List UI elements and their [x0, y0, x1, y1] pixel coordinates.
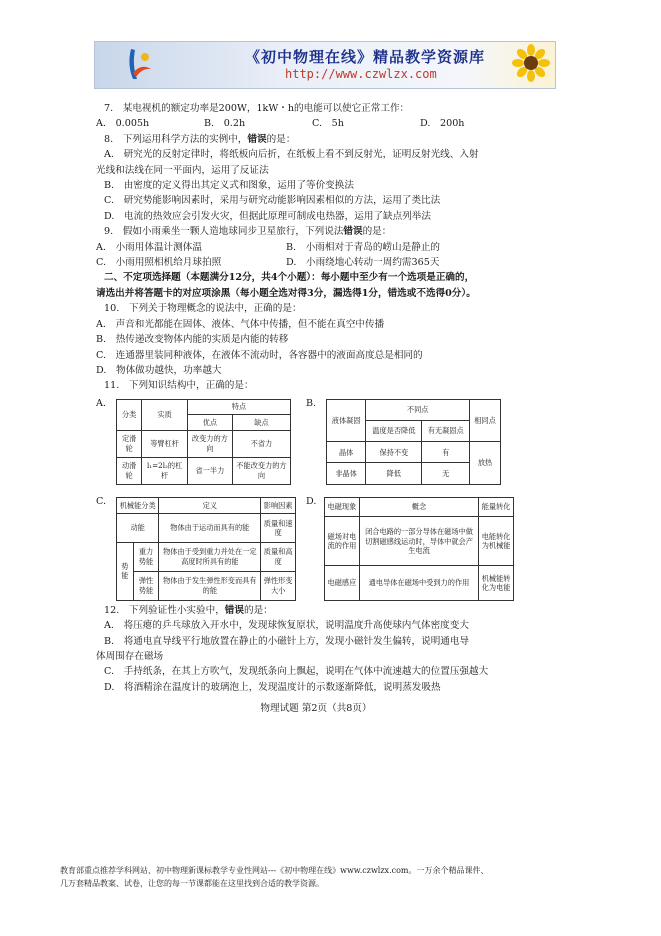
q9-option-d: D. 小雨绕地心转动一周约需365天	[286, 257, 440, 269]
q11-stem: 11. 下列知识结构中，正确的是：	[104, 380, 254, 392]
table-cell: 降低	[366, 463, 422, 484]
table-cell: 磁场对电流的作用	[325, 517, 360, 566]
section2-heading: 二、不定项选择题（本题满分12分，共4个小题）：每小题中至少有一个选项是正确的，	[104, 272, 475, 284]
table-cell: 有	[422, 442, 470, 463]
q12-option-d: D. 将酒精涂在温度计的玻璃泡上，发现温度计的示数逐渐降低，说明蒸发吸热	[104, 681, 441, 693]
table-b-header: 温度是否降低	[366, 420, 422, 441]
q9-stem: 9. 假如小雨乘坐一颗人造地球同步卫星旅行，下列说法错误的是：	[104, 226, 392, 238]
table-c-header: 定义	[159, 497, 261, 513]
site-banner	[94, 41, 556, 89]
table-cell: 省一半力	[187, 457, 232, 484]
table-cell: 放热	[470, 442, 501, 485]
site-logo-icon	[125, 47, 153, 83]
table-cell: 质量和速度	[261, 514, 296, 543]
table-a-header: 分类	[117, 399, 142, 430]
table-a-header: 优点	[187, 415, 232, 430]
table-cell: 物体由于受到重力并处在一定高度时所具有的能	[159, 542, 261, 571]
table-a-header: 实质	[142, 399, 188, 430]
table-cell: l₁=2l₂的杠杆	[142, 457, 188, 484]
table-cell: 电能转化为机械能	[479, 517, 514, 566]
table-cell: 不省力	[232, 430, 290, 457]
table-cell: 弹性形变大小	[261, 571, 296, 600]
table-cell: 机械能转化为电能	[479, 566, 514, 600]
q9-option-a: A. 小雨用体温计测体温	[96, 241, 202, 253]
q8-option-c: C. 研究势能影响因素时，采用与研究动能影响因素相似的方法，运用了类比法	[104, 195, 441, 207]
q11-tables	[96, 396, 536, 601]
table-row	[325, 517, 514, 566]
table-cell: 物体由于发生弹性形变而具有的能	[159, 571, 261, 600]
table-b-header: 液体凝固	[327, 399, 366, 442]
q11-label-b: B.	[306, 397, 317, 409]
q8-option-a: A. 研究光的反射定律时，将纸板向后折，在纸板上看不到反射光，证明反射光线、入射	[104, 149, 479, 161]
table-cell: 闭合电路的一部分导体在磁场中做切割磁感线运动时，导体中就会产生电流	[359, 517, 478, 566]
table-cell: 无	[422, 463, 470, 484]
q12-option-b: B. 将通电直导线平行地放置在静止的小磁针上方，发现小磁针发生偏转，说明通电导	[104, 635, 470, 647]
q12-option-c: C. 手持纸条，在其上方吹气，发现纸条向上飘起，说明在气体中流速越大的位置压强越大	[104, 666, 489, 678]
q11-label-a: A.	[96, 397, 106, 409]
q11-label-d: D.	[306, 495, 317, 507]
table-row	[117, 457, 291, 484]
table-cell: 动能	[117, 514, 159, 543]
table-cell: 晶体	[327, 442, 366, 463]
table-row	[117, 514, 296, 543]
section2-instructions: 请选出并将答题卡的对应项涂黑（每小题全选对得3分，漏选得1分，错选或不选得0分）。	[96, 287, 476, 299]
table-a-header: 缺点	[232, 415, 290, 430]
table-cell: 非晶体	[327, 463, 366, 484]
table-cell: 弹性势能	[133, 571, 159, 600]
table-b-header: 不同点	[366, 399, 470, 420]
table-b-header: 有无凝固点	[422, 420, 470, 441]
q8-option-b: B. 由密度的定义得出其定义式和图象，运用了等价变换法	[104, 180, 354, 192]
table-cell: 动滑轮	[117, 457, 142, 484]
sunflower-icon	[511, 44, 551, 86]
q8-option-d: D. 电流的热效应会引发火灾，但据此原理可制成电热器，运用了缺点列举法	[104, 210, 431, 222]
q9-options-row2	[96, 255, 536, 270]
q7-stem: 7. 某电视机的额定功率是200W，1kW・h的电能可以使它正常工作：	[104, 103, 410, 114]
q12-stem: 12. 下列验证性小实验中，错误的是：	[104, 604, 273, 616]
table-cell: 改变力的方向	[187, 430, 232, 457]
table-cell: 保持不变	[366, 442, 422, 463]
q10-stem: 10. 下列关于物理概念的说法中，正确的是：	[104, 303, 302, 315]
table-cell: 质量和高度	[261, 542, 296, 571]
q9-option-c: C. 小雨用照相机给月球拍照	[96, 257, 222, 269]
site-footer-note	[60, 864, 620, 890]
q12-option-b-cont: 体周围存在磁场	[96, 650, 164, 662]
q7-options	[96, 116, 536, 131]
table-row	[325, 566, 514, 600]
table-c-header: 机械能分类	[117, 497, 159, 513]
table-row	[327, 442, 501, 463]
table-b-header: 相同点	[470, 399, 501, 442]
q7-option-a: A. 0.005h	[96, 118, 150, 130]
q8-stem: 8. 下列运用科学方法的实例中，错误的是：	[104, 133, 296, 145]
q10-option-a: A. 声音和光都能在固体、液体、气体中传播，但不能在真空中传播	[96, 318, 385, 330]
q12-option-a: A. 将压瘪的乒乓球放入开水中，发现球恢复原状，说明温度升高使球内气体密度变大	[104, 620, 469, 632]
q10-option-b: B. 热传递改变物体内能的实质是内能的转移	[96, 334, 289, 346]
q11-table-b	[326, 399, 501, 485]
q9-option-b: B. 小雨相对于青岛的崂山是静止的	[286, 241, 441, 253]
q7-option-c: C. 5h	[312, 118, 344, 130]
table-a-header: 特点	[187, 399, 290, 414]
table-cell: 电磁感应	[325, 566, 360, 600]
table-cell: 势能	[117, 542, 134, 600]
q7-option-d: D. 200h	[420, 118, 465, 130]
banner-title: 《初中物理在线》精品教学资源库	[245, 48, 486, 66]
table-cell: 定滑轮	[117, 430, 142, 457]
table-cell: 等臂杠杆	[142, 430, 188, 457]
q7-option-b: B. 0.2h	[204, 118, 246, 130]
q9-options-row1	[96, 240, 536, 255]
table-d-header: 电磁现象	[325, 497, 360, 517]
site-footer-line2: 几万套精品教案、试卷，让您的每一节课都能在这里找到合适的教学资源。	[60, 879, 324, 888]
table-row	[117, 430, 291, 457]
q11-label-c: C.	[96, 495, 107, 507]
q11-table-a	[116, 399, 291, 485]
site-footer-line1: 教育部重点推荐学科网站、初中物理新课标教学专业性网站---《初中物理在线》www.czwlzx.com。一万余个精品课件、	[60, 866, 489, 875]
table-row	[117, 542, 296, 571]
table-cell: 不能改变力的方向	[232, 457, 290, 484]
q10-option-d: D. 物体做功越快，功率越大	[96, 364, 222, 376]
table-cell: 通电导体在磁场中受到力的作用	[359, 566, 478, 600]
q11-table-c	[116, 497, 296, 601]
table-cell: 重力势能	[133, 542, 159, 571]
banner-url[interactable]: http://www.czwlzx.com	[285, 67, 437, 81]
table-row	[117, 571, 296, 600]
q11-table-d	[324, 497, 514, 601]
exam-content	[96, 101, 536, 717]
page-footer: 物理试题 第2页（共8页）	[260, 703, 372, 715]
table-d-header: 能量转化	[479, 497, 514, 517]
table-c-header: 影响因素	[261, 497, 296, 513]
table-cell: 物体由于运动而具有的能	[159, 514, 261, 543]
table-d-header: 概念	[359, 497, 478, 517]
q8-option-a-cont: 光线和法线在同一平面内，运用了反证法	[96, 164, 269, 176]
q10-option-c: C. 连通器里装同种液体，在液体不流动时，各容器中的液面高度总是相同的	[96, 349, 423, 361]
